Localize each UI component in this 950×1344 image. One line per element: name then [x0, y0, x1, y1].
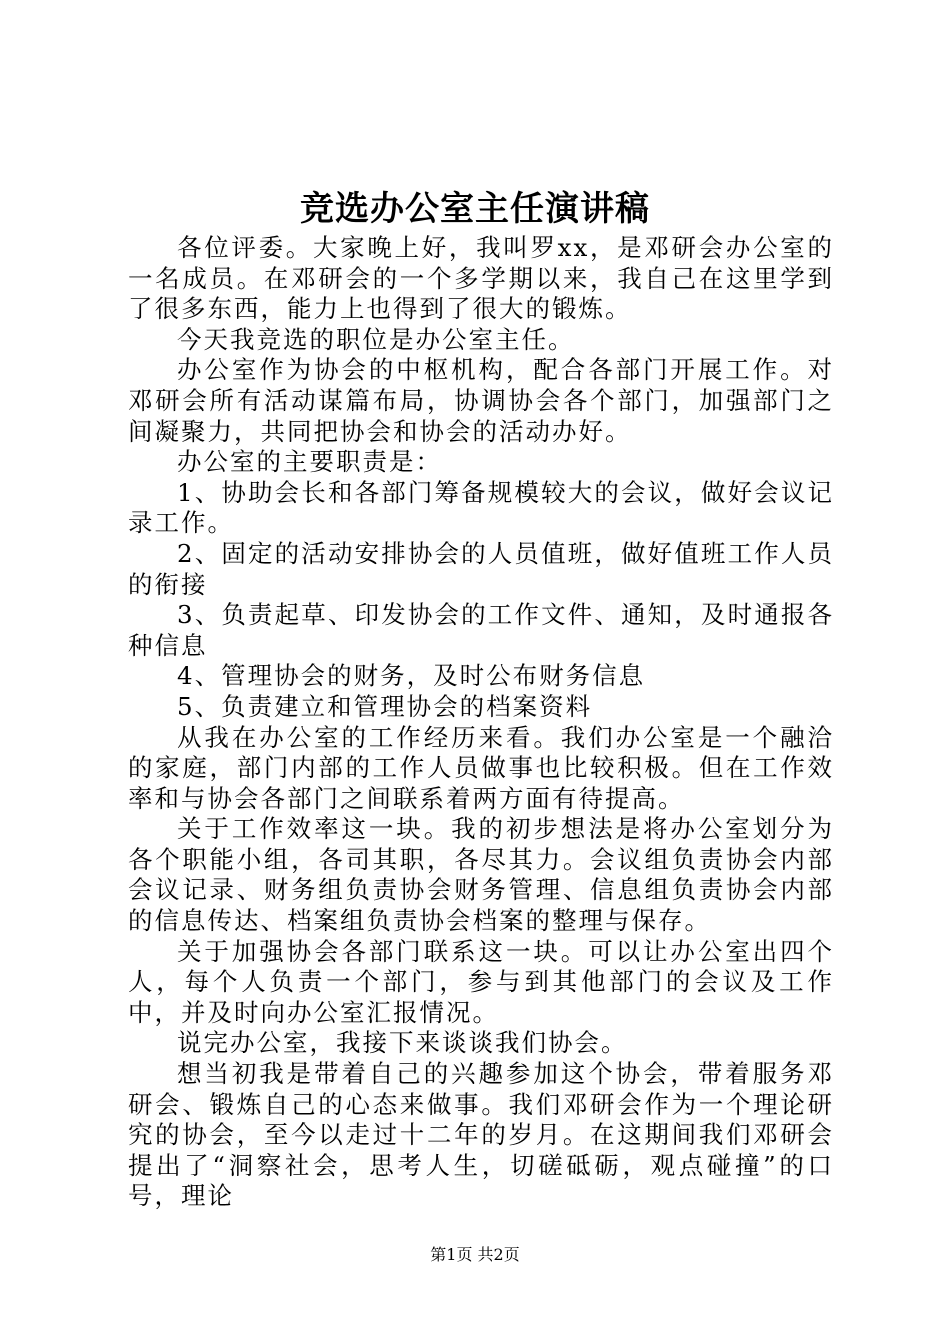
paragraph-efficiency: 关于工作效率这一块。我的初步想法是将办公室划分为各个职能小组，各司其职，各尽其力。会议组负责协会内部会议记录、财务组负责协会财务管理、信息组负责协会内部的信息传达、档案组负责协会档案的整理与保存。	[128, 814, 834, 936]
paragraph-greeting: 各位评委。大家晚上好，我叫罗xx，是邓研会办公室的一名成员。在邓研会的一个多学期以来，我自己在这里学到了很多东西，能力上也得到了很大的锻炼。	[128, 233, 834, 324]
duty-item-5: 5、负责建立和管理协会的档案资料	[177, 691, 593, 721]
paragraph-association: 想当初我是带着自己的兴趣参加这个协会，带着服务邓研会、锻炼自己的心态来做事。我们邓研会作为一个理论研究的协会，至今以走过十二年的岁月。在这期间我们邓研会提出了“洞察社会，思考人生，切磋砥砺，观点碰撞”的口号，理论	[128, 1059, 834, 1211]
duty-item-2: 2、固定的活动安排协会的人员值班，做好值班工作人员的衔接	[128, 538, 834, 599]
paragraph-position: 今天我竞选的职位是办公室主任。	[177, 324, 575, 354]
paragraph-transition: 说完办公室，我接下来谈谈我们协会。	[177, 1028, 628, 1058]
duty-item-3: 3、负责起草、印发协会的工作文件、通知，及时通报各种信息	[128, 600, 834, 660]
document-body	[128, 233, 834, 1212]
paragraph-duties-heading: 办公室的主要职责是：	[177, 447, 442, 477]
paragraph-experience: 从我在办公室的工作经历来看。我们办公室是一个融洽的家庭，部门内部的工作人员做事也比较积极。但在工作效率和与协会各部门之间联系着两方面有待提高。	[128, 722, 834, 813]
page-footer: 第1页 共2页	[430, 1245, 520, 1264]
duty-item-1: 1、协助会长和各部门筹备规模较大的会议，做好会议记录工作。	[128, 477, 834, 538]
paragraph-office-role: 办公室作为协会的中枢机构，配合各部门开展工作。对邓研会所有活动谋篇布局，协调协会各个部门，加强部门之间凝聚力，共同把协会和协会的活动办好。	[128, 355, 834, 446]
paragraph-liaison: 关于加强协会各部门联系这一块。可以让办公室出四个人，每个人负责一个部门，参与到其他部门的会议及工作中，并及时向办公室汇报情况。	[128, 936, 834, 1027]
duty-item-4: 4、管理协会的财务，及时公布财务信息	[177, 661, 646, 691]
document-title: 竞选办公室主任演讲稿	[300, 189, 650, 229]
